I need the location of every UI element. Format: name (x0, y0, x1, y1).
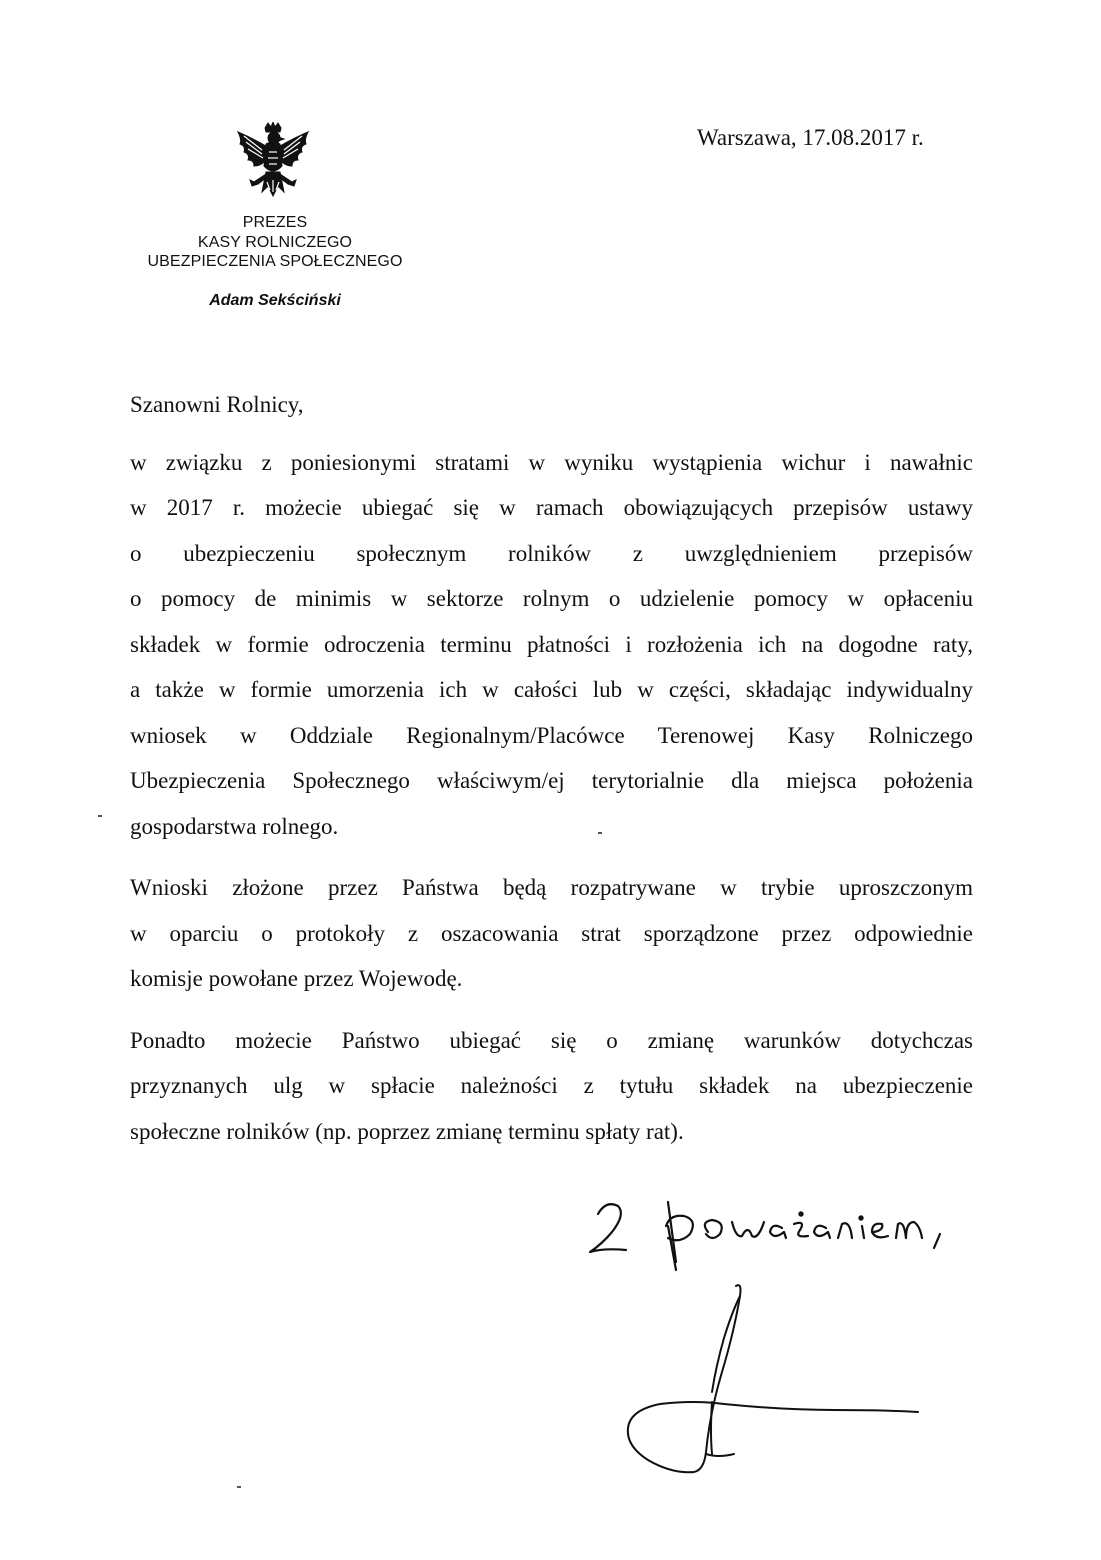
sender-name: Adam Sekściński (209, 292, 341, 309)
paragraph-line: w oparciu o protokoły z oszacowania strat sporządzone przez odpowiednie (130, 920, 973, 946)
paragraph-1 (130, 440, 973, 850)
white-eagle-emblem-icon (232, 122, 314, 214)
paragraph-line: w 2017 r. możecie ubiegać się w ramach obowiązujących przepisów ustawy (130, 495, 973, 520)
paragraph-line: komisje powołane przez Wojewodę. (130, 966, 463, 991)
scan-speck (98, 815, 102, 817)
header-institution-line2: UBEZPIECZENIA SPOŁECZNEGO (147, 253, 403, 270)
paragraph-line: składek w formie odroczenia terminu płatności i rozłożenia ich na dogodne raty, (130, 631, 973, 657)
paragraph-line: społeczne rolników (np. poprzez zmianę terminu spłaty rat). (130, 1118, 684, 1144)
salutation: Szanowni Rolnicy, (130, 392, 304, 417)
letter-date: Warszawa, 17.08.2017 r. (697, 125, 924, 150)
header-institution-line1: KASY ROLNICZEGO (197, 233, 353, 251)
signature-scribble (614, 1282, 934, 1478)
header-title: PREZES (242, 214, 308, 231)
paragraph-line: o ubezpieczeniu społecznym rolników z uwzględnieniem przepisów (130, 540, 973, 566)
handwritten-closing (580, 1192, 1040, 1272)
paragraph-line: Ponadto możecie Państwo ubiegać się o zmianę warunków dotychczas (130, 1027, 973, 1053)
letter-body (130, 382, 973, 1170)
scan-speck (237, 1486, 241, 1488)
paragraph-line: Ubezpieczenia Społecznego właściwym/ej terytorialnie dla miejsca położenia (130, 768, 973, 793)
sender-header (110, 213, 440, 272)
paragraph-line: przyznanych ulg w spłacie należności z tytułu składek na ubezpieczenie (130, 1073, 973, 1098)
paragraph-line: wniosek w Oddziale Regionalnym/Placówce Terenowej Kasy Rolniczego (130, 722, 973, 748)
paragraph-2 (130, 865, 973, 1002)
paragraph-line: a także w formie umorzenia ich w całości lub w części, składając indywidualny (130, 677, 973, 702)
paragraph-line: gospodarstwa rolnego. (130, 813, 339, 839)
paragraph-line: w związku z poniesionymi stratami w wyniku wystąpienia wichur i nawałnic (130, 449, 973, 475)
paragraph-line: Wnioski złożone przez Państwa będą rozpatrywane w trybie uproszczonym (130, 875, 973, 900)
paragraph-line: o pomocy de minimis w sektorze rolnym o udzielenie pomocy w opłaceniu (130, 586, 973, 611)
paragraph-3 (130, 1018, 973, 1155)
scan-speck (598, 832, 602, 834)
